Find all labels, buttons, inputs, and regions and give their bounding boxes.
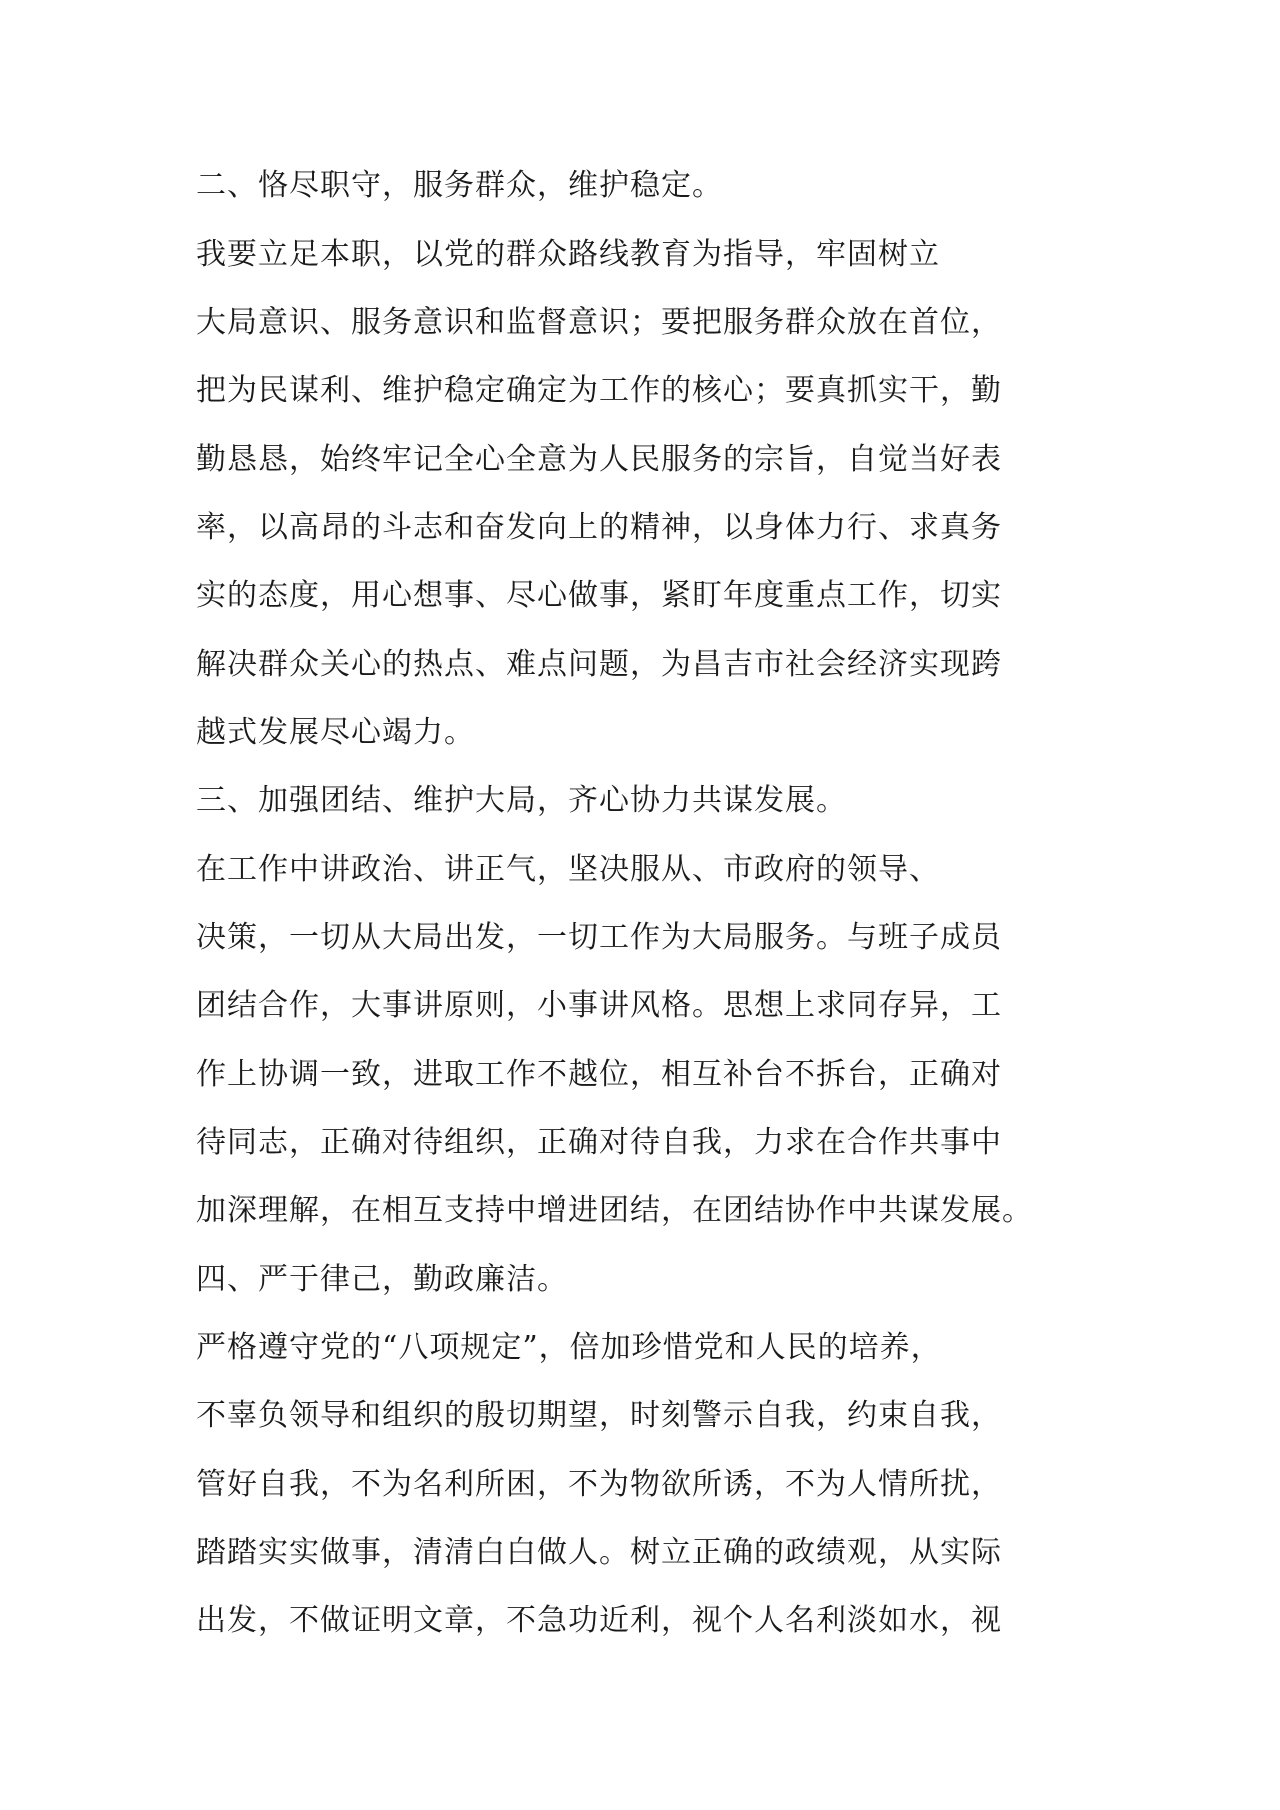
paragraph-line: 不辜负领导和组织的殷切期望，时刻警示自我，约束自我， [196, 1398, 1002, 1433]
paragraph-line: 踏踏实实做事，清清白白做人。树立正确的政绩观，从实际 [196, 1535, 1002, 1570]
section-heading-3: 三、加强团结、维护大局，齐心协力共谋发展。 [196, 783, 847, 818]
paragraph-line: 管好自我，不为名利所困，不为物欲所诱，不为人情所扰， [196, 1467, 1002, 1502]
paragraph-line: 决策，一切从大局出发，一切工作为大局服务。与班子成员 [196, 920, 1002, 955]
paragraph-line: 出发，不做证明文章，不急功近利，视个人名利淡如水，视 [196, 1603, 1002, 1638]
paragraph-line: 我要立足本职，以党的群众路线教育为指导，牢固树立 [196, 237, 940, 272]
paragraph-line: 率，以高昂的斗志和奋发向上的精神，以身体力行、求真务 [196, 510, 1002, 545]
paragraph-line: 加深理解，在相互支持中增进团结，在团结协作中共谋发展。 [196, 1193, 1033, 1228]
paragraph-line: 越式发展尽心竭力。 [196, 715, 475, 750]
paragraph-line: 在工作中讲政治、讲正气，坚决服从、市政府的领导、 [196, 852, 940, 887]
section-heading-4: 四、严于律己，勤政廉洁。 [196, 1262, 568, 1297]
paragraph-line: 把为民谋利、维护稳定确定为工作的核心；要真抓实干，勤 [196, 373, 1002, 408]
paragraph-line: 待同志，正确对待组织，正确对待自我，力求在合作共事中 [196, 1125, 1002, 1160]
paragraph-line: 作上协调一致，进取工作不越位，相互补台不拆台，正确对 [196, 1057, 1002, 1092]
paragraph-line: 勤恳恳，始终牢记全心全意为人民服务的宗旨，自觉当好表 [196, 442, 1002, 477]
paragraph-line: 解决群众关心的热点、难点问题，为昌吉市社会经济实现跨 [196, 647, 1002, 682]
section-heading-2: 二、恪尽职守，服务群众，维护稳定。 [196, 168, 723, 203]
paragraph-line: 大局意识、服务意识和监督意识；要把服务群众放在首位， [196, 305, 1002, 340]
paragraph-line: 严格遵守党的“八项规定”，倍加珍惜党和人民的培养， [196, 1330, 942, 1365]
paragraph-line: 团结合作，大事讲原则，小事讲风格。思想上求同存异，工 [196, 988, 1002, 1023]
paragraph-line: 实的态度，用心想事、尽心做事，紧盯年度重点工作，切实 [196, 578, 1002, 613]
